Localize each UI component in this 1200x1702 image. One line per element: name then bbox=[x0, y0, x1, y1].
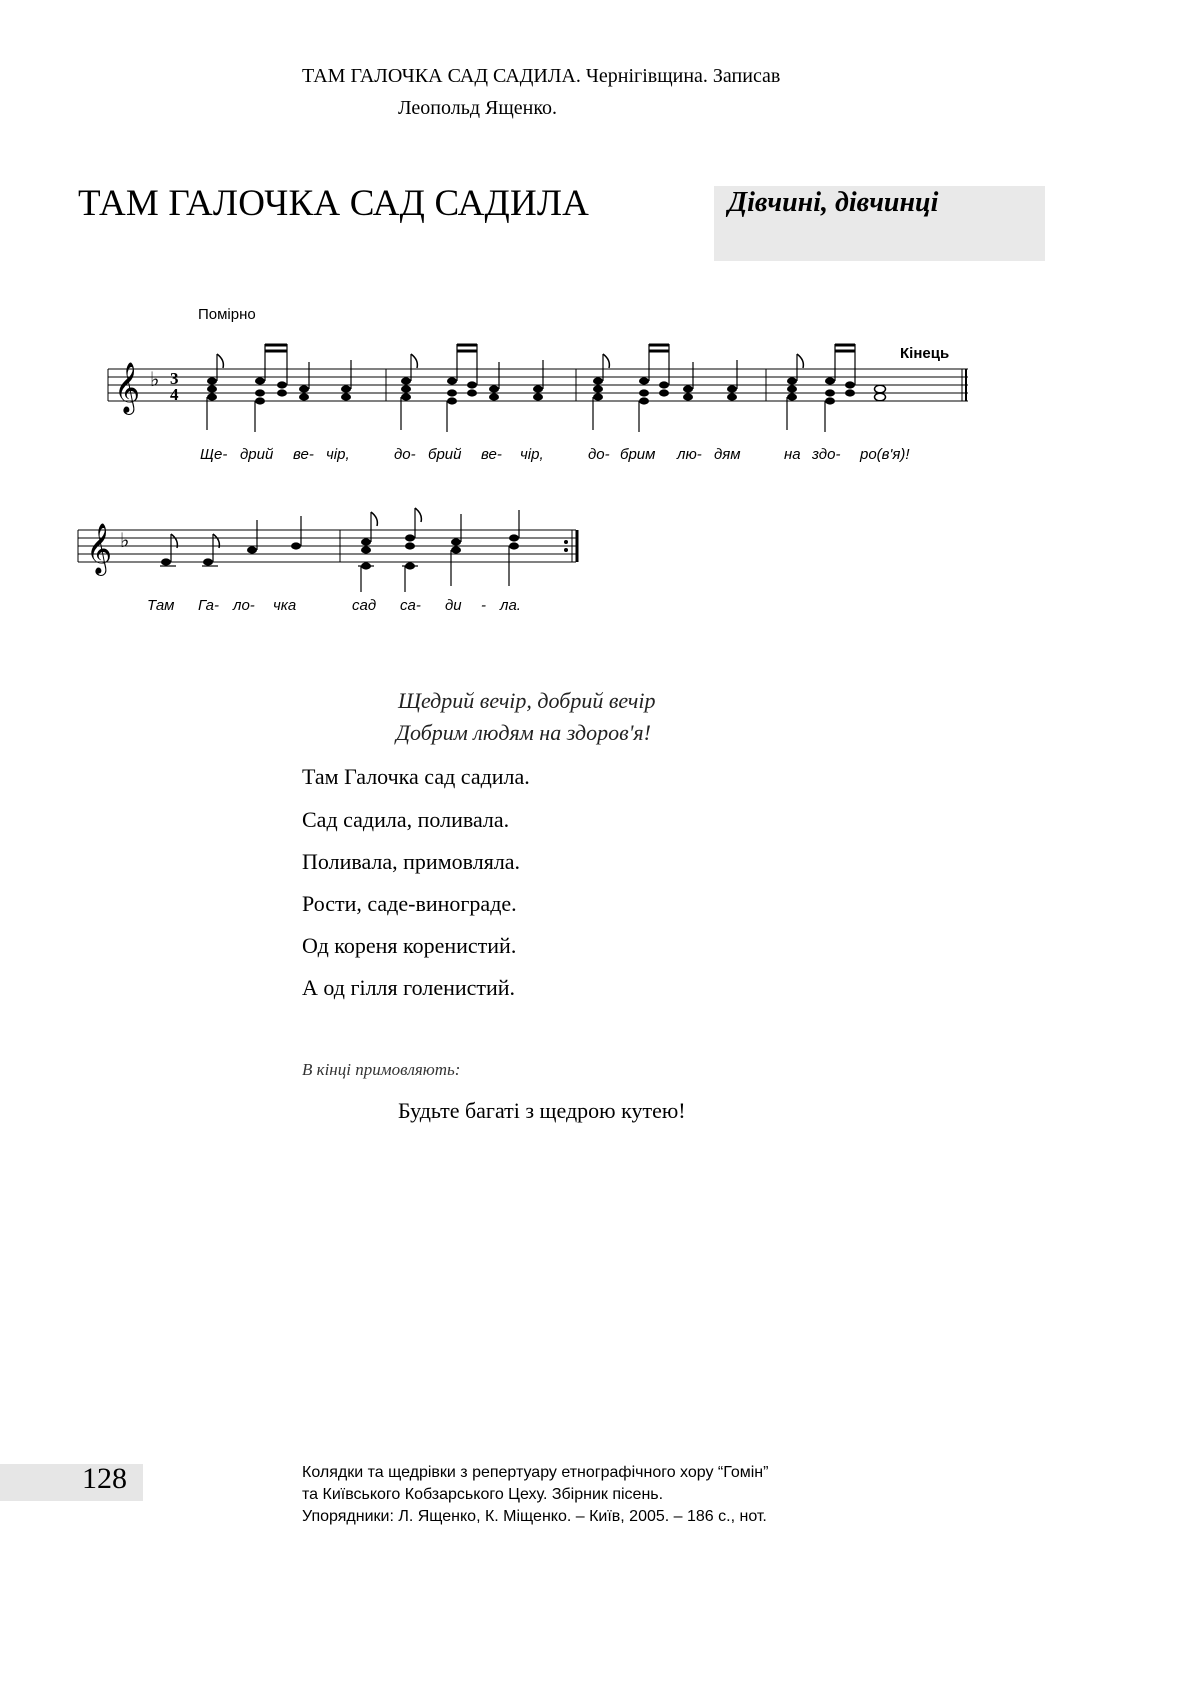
refrain-line-2: Добрим людям на здоров'я! bbox=[396, 720, 651, 745]
lyric-syllable: Там bbox=[147, 597, 175, 614]
flags-system-1 bbox=[217, 354, 803, 368]
verse-line: Поливала, примовляла. bbox=[302, 849, 521, 874]
lyric-syllable: са- bbox=[400, 597, 421, 614]
lyric-syllable: ди bbox=[445, 597, 462, 614]
lyric-syllable: дрий bbox=[240, 446, 274, 463]
end-marking: Кінець bbox=[900, 345, 950, 362]
page-number: 128 bbox=[82, 1462, 127, 1495]
lyric-syllable: Га- bbox=[198, 597, 219, 614]
verse-line: Рости, саде-винограде. bbox=[302, 891, 517, 916]
tempo-marking: Помірно bbox=[198, 306, 256, 323]
lyric-syllable: ве- bbox=[293, 446, 314, 463]
flat-sign-icon-2: ♭ bbox=[120, 530, 130, 552]
staff-system-2 bbox=[78, 530, 577, 562]
stems-system-2 bbox=[171, 508, 519, 592]
lyric-syllable: чір, bbox=[520, 446, 544, 463]
verse-line: Там Галочка сад садила. bbox=[302, 764, 530, 789]
flags-system-2 bbox=[171, 508, 421, 548]
lyric-syllable: брим bbox=[620, 446, 656, 463]
source-header-line-2: Леопольд Ященко. bbox=[398, 97, 558, 119]
source-header-line-1: ТАМ ГАЛОЧКА САД САДИЛА. Чернігівщина. Записав bbox=[302, 65, 781, 87]
verse-line: А од гілля голенистий. bbox=[302, 975, 516, 1000]
lyric-syllable: чір, bbox=[326, 446, 350, 463]
flat-sign-icon: ♭ bbox=[150, 369, 160, 391]
lyric-syllable: - bbox=[481, 597, 486, 614]
treble-clef-icon-2: 𝄞 bbox=[86, 524, 113, 573]
lyric-syllable: ве- bbox=[481, 446, 502, 463]
lyric-syllable: ро(в'я)! bbox=[860, 446, 910, 463]
lyric-syllable: до- bbox=[394, 446, 416, 463]
time-signature-top: 3 bbox=[170, 369, 179, 388]
lyric-syllable: чка bbox=[273, 597, 297, 614]
lyric-syllable: лю- bbox=[677, 446, 702, 463]
lyric-syllable: Ще- bbox=[200, 446, 228, 463]
footer-citation-line-3: Упорядники: Л. Ященко, К. Міщенко. – Київ, 2005. – 186 с., нот. bbox=[302, 1508, 767, 1525]
ending-line: Будьте багаті з щедрою кутею! bbox=[398, 1098, 686, 1123]
footer-citation-line-2: та Київського Кобзарського Цеху. Збірник пісень. bbox=[302, 1486, 664, 1503]
verse-line: Сад садила, поливала. bbox=[302, 807, 510, 832]
time-signature-bottom: 4 bbox=[170, 385, 179, 404]
footer-citation-line-1: Колядки та щедрівки з репертуару етнографічного хору “Гомін” bbox=[302, 1464, 769, 1481]
song-title: ТАМ ГАЛОЧКА САД САДИЛА bbox=[78, 183, 590, 224]
verse-line: Од кореня коренистий. bbox=[302, 933, 517, 958]
category-label: Дівчині, дівчинці bbox=[728, 187, 939, 218]
lyric-syllable: на bbox=[784, 446, 801, 463]
lyric-syllable: ло- bbox=[233, 597, 255, 614]
refrain-line-1: Щедрий вечір, добрий вечір bbox=[398, 688, 656, 713]
lyric-syllable: дям bbox=[714, 446, 741, 463]
lyric-syllable: до- bbox=[588, 446, 610, 463]
beams-system-1 bbox=[265, 345, 855, 351]
lyric-syllable: брий bbox=[428, 446, 462, 463]
treble-clef-icon: 𝄞 bbox=[114, 363, 141, 412]
ending-instruction: В кінці примовляють: bbox=[302, 1060, 461, 1079]
lyric-syllable: здо- bbox=[812, 446, 841, 463]
music-score bbox=[0, 0, 1100, 640]
lyric-syllable: сад bbox=[352, 597, 377, 614]
lyric-syllable: ла. bbox=[500, 597, 521, 614]
